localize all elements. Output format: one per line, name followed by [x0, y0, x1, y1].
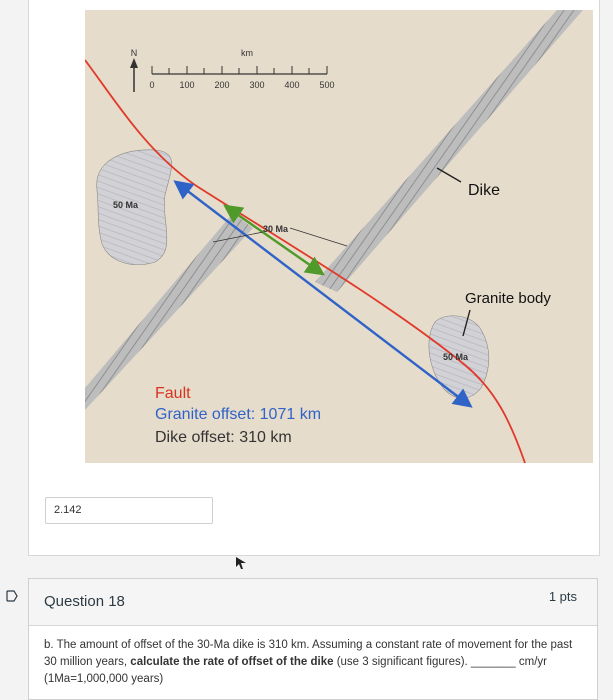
scale-unit: km	[241, 48, 253, 58]
question-header	[29, 579, 597, 626]
fault-offset-map	[85, 10, 593, 463]
scale-tick-500: 500	[319, 80, 335, 90]
question-title: Question 18	[44, 593, 125, 610]
question-text-part-a: b. The amount of offset of the 30-Ma dike is 310 km. Assuming a constant rate of movement for the past 30 million years,	[44, 639, 573, 668]
label-fault: Fault	[155, 385, 191, 402]
scale-tick-100: 100	[179, 80, 195, 90]
previous-question-card	[28, 0, 600, 556]
scale-tick-0: 0	[149, 80, 155, 90]
north-label: N	[130, 48, 138, 58]
question-card	[28, 578, 598, 700]
question-text-part-c: (1Ma=1,000,000 years)	[44, 673, 164, 685]
answer-input[interactable]: 2.142	[45, 497, 213, 524]
label-age-right: 50 Ma	[443, 352, 469, 362]
question-text	[44, 637, 579, 688]
question-text-part-b: (use 3 significant figures). _______ cm/yr	[333, 656, 548, 668]
scale-tick-200: 200	[214, 80, 230, 90]
question-points: 1 pts	[548, 589, 577, 604]
flag-icon[interactable]	[6, 590, 18, 602]
question-text-bold: calculate the rate of offset of the dike	[130, 656, 334, 668]
cursor-icon	[236, 557, 246, 569]
label-granite-body: Granite body	[465, 290, 551, 307]
scale-tick-400: 400	[284, 80, 300, 90]
scale-tick-300: 300	[249, 80, 265, 90]
label-dike: Dike	[468, 182, 501, 199]
label-age-dike: 30 Ma	[263, 224, 289, 234]
label-dike-offset: Dike offset: 310 km	[155, 429, 292, 446]
label-age-left: 50 Ma	[113, 200, 139, 210]
label-granite-offset: Granite offset: 1071 km	[155, 406, 322, 423]
